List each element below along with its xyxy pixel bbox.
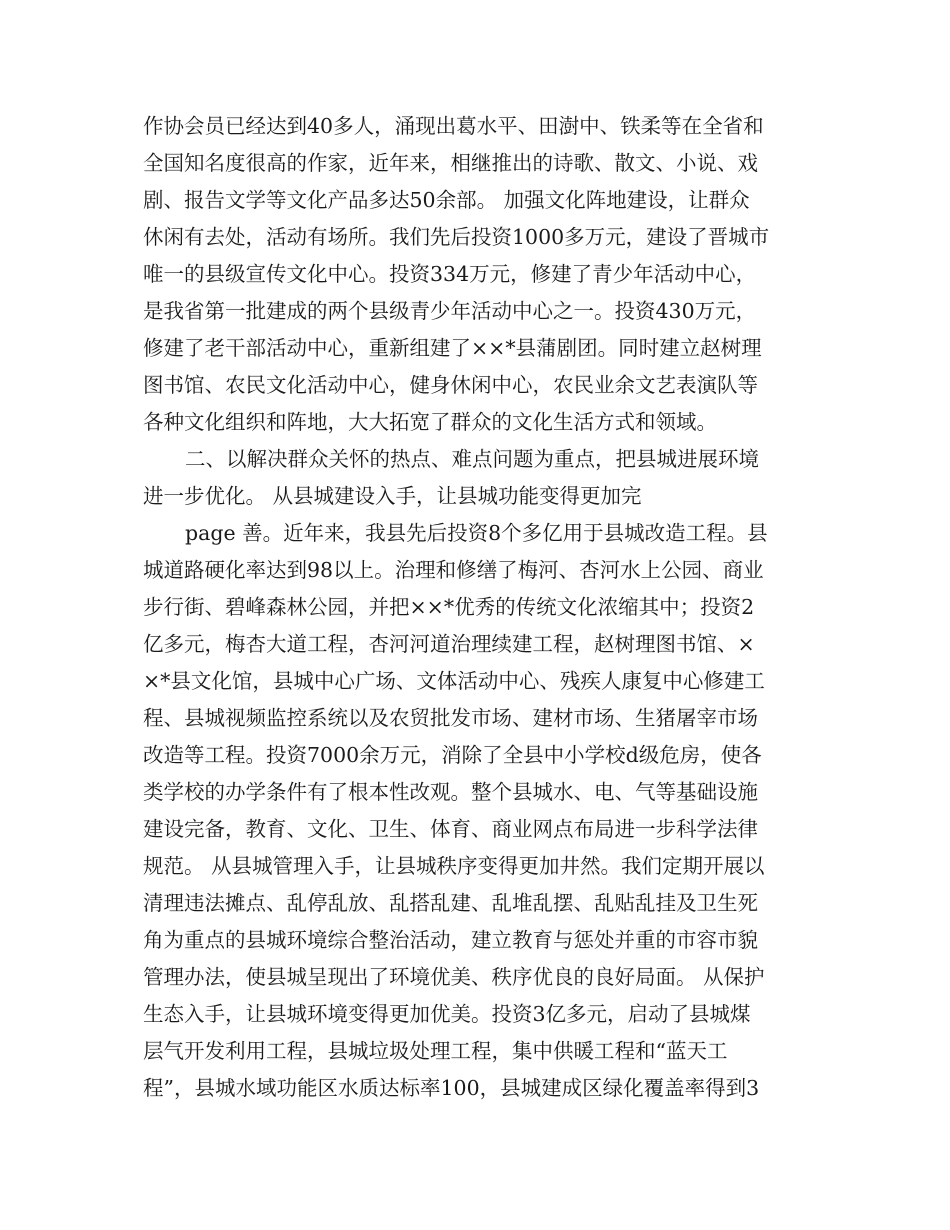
body-text-line: 唯一的县级宣传文化中心。投资334万元，修建了青少年活动中心， bbox=[143, 262, 757, 286]
body-text-line: 剧、报告文学等文化产品多达50余部。 加强文化阵地建设，让群众 bbox=[143, 188, 750, 212]
body-text-line: 层气开发利用工程，县城垃圾处理工程，集中供暖工程和“蓝天工 bbox=[143, 1039, 728, 1063]
body-text-line: 进一步优化。 从县城建设入手，让县城功能变得更加完 bbox=[143, 484, 642, 508]
body-text-line: 全国知名度很高的作家，近年来，相继推出的诗歌、散文、小说、戏 bbox=[143, 151, 758, 175]
body-text-line: 亿多元，梅杏大道工程，杏河河道治理续建工程，赵树理图书馆、× bbox=[143, 632, 755, 656]
body-text-line: 改造等工程。投资7000余万元，消除了全县中小学校d级危房，使各 bbox=[143, 743, 762, 767]
body-text-line: 城道路硬化率达到98以上。治理和修缮了梅河、杏河水上公园、商业 bbox=[143, 558, 764, 582]
body-text-line: 建设完备，教育、文化、卫生、体育、商业网点布局进一步科学法律 bbox=[143, 817, 758, 841]
body-text-line: page 善。近年来，我县先后投资8个多亿用于县城改造工程。县 bbox=[185, 521, 768, 545]
body-text-line: ×*县文化馆，县城中心广场、文体活动中心、残疾人康复中心修建工 bbox=[143, 669, 765, 693]
body-text-line: 角为重点的县城环境综合整治活动，建立教育与惩处并重的市容市貌 bbox=[143, 928, 758, 952]
body-text-line: 清理违法摊点、乱停乱放、乱搭乱建、乱堆乱摆、乱贴乱挂及卫生死 bbox=[143, 891, 758, 915]
body-text-line: 管理办法，使县城呈现出了环境优美、秩序优良的良好局面。 从保护 bbox=[143, 965, 765, 989]
body-text-line: 图书馆、农民文化活动中心，健身休闲中心，农民业余文艺表演队等 bbox=[143, 373, 758, 397]
body-text-line: 程”，县城水域功能区水质达标率100，县城建成区绿化覆盖率得到3 bbox=[143, 1076, 760, 1100]
body-text-line: 程、县城视频监控系统以及农贸批发市场、建材市场、生猪屠宰市场 bbox=[143, 706, 758, 730]
body-text-line: 作协会员已经达到40多人，涌现出葛水平、田澍中、铁柔等在全省和 bbox=[143, 114, 764, 138]
body-text-line: 类学校的办学条件有了根本性改观。整个县城水、电、气等基础设施 bbox=[143, 780, 758, 804]
body-text-line: 规范。 从县城管理入手，让县城秩序变得更加井然。我们定期开展以 bbox=[143, 854, 765, 878]
body-text-line: 修建了老干部活动中心，重新组建了××*县蒲剧团。同时建立赵树理 bbox=[143, 336, 762, 360]
body-text-line: 是我省第一批建成的两个县级青少年活动中心之一。投资430万元， bbox=[143, 299, 757, 323]
body-text-line: 各种文化组织和阵地，大大拓宽了群众的文化生活方式和领域。 bbox=[143, 410, 717, 434]
body-text-line: 休闲有去处，活动有场所。我们先后投资1000多万元，建设了晋城市 bbox=[143, 225, 770, 249]
body-text-line: 步行街、碧峰森林公园，并把××*优秀的传统文化浓缩其中；投资2 bbox=[143, 595, 755, 619]
section-heading-line: 二、以解决群众关怀的热点、难点问题为重点，把县城进展环境 bbox=[185, 447, 759, 471]
body-text-line: 生态入手，让县城环境变得更加优美。投资3亿多元，启动了县城煤 bbox=[143, 1002, 751, 1026]
